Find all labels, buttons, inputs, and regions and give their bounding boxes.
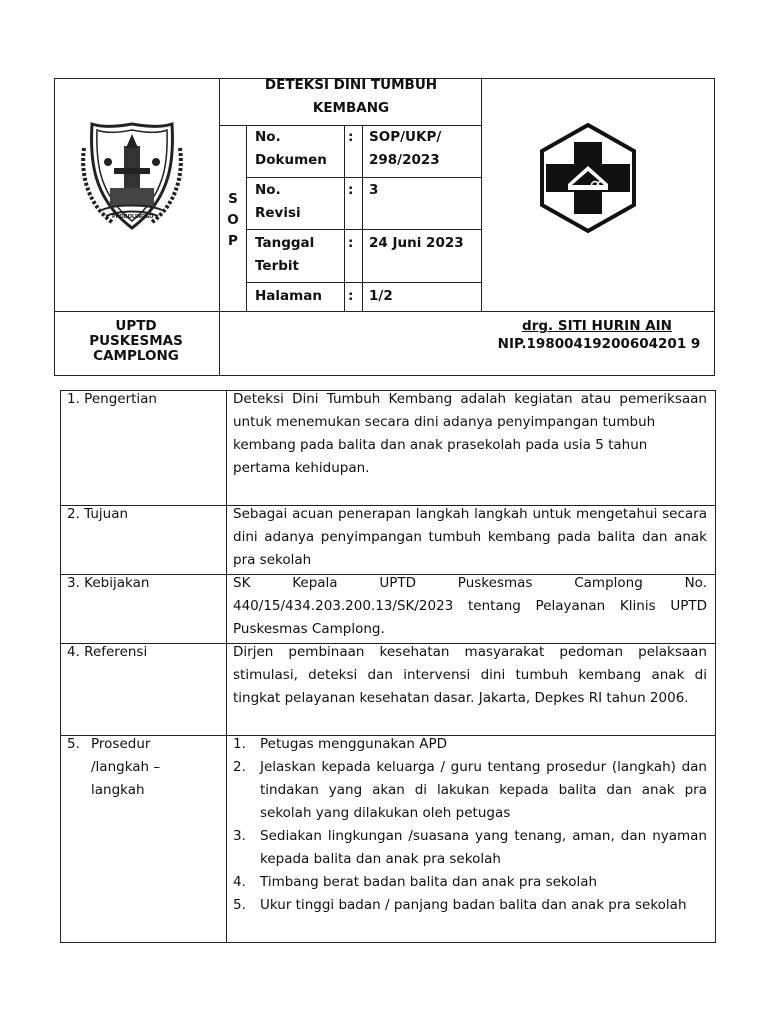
procedure-step	[233, 871, 707, 894]
revision-colon: :	[348, 182, 354, 198]
row-content-prosedur	[233, 733, 707, 917]
issue-date-value: 24 Juni 2023	[369, 235, 464, 251]
page-label: Halaman	[255, 288, 322, 304]
signatory-name	[484, 316, 710, 336]
header-divider	[246, 229, 481, 230]
header-divider	[246, 125, 247, 312]
doc-number-value: SOP/UKP/ 298/2023	[369, 129, 442, 168]
content-divider	[226, 390, 227, 943]
row-label-pengertian: 1. Pengertian	[67, 391, 157, 407]
issue-date-label: Tanggal Terbit	[255, 235, 315, 274]
step-number: 4.	[233, 874, 246, 890]
revision-value: 3	[369, 182, 379, 198]
pengertian-text: Deteksi Dini Tumbuh Kembang adalah kegiatan atau pemeriksaan untuk menemukan secara dini adanya penyimpangan tumbuh	[233, 391, 707, 430]
signatory-name-text: drg. SITI HURIN AIN	[522, 318, 672, 334]
step-number: 5.	[233, 897, 246, 913]
regency-logo-text: PROBOLINGGO	[112, 214, 154, 220]
pengertian-text-continued: kembang pada balita dan anak prasekolah pada usia 5 tahun pertama kehidupan.	[233, 437, 648, 476]
row-label-prosedur-number: 5.	[67, 736, 80, 752]
signatory-nip: NIP.19800419200604201 9	[497, 336, 701, 352]
puskesmas-logo	[532, 122, 644, 234]
procedure-step	[233, 825, 707, 871]
doc-number-colon: :	[348, 129, 354, 145]
step-number: 2.	[233, 759, 246, 775]
document-title: DETEKSI DINI TUMBUH KEMBANG	[264, 77, 438, 116]
sop-letter: O	[227, 212, 239, 228]
sop-letter: P	[228, 233, 238, 249]
header-divider	[362, 125, 363, 312]
step-text: Jelaskan kepada keluarga / guru tentang prosedur (langkah) dan tindakan yang akan di lakukan kepada balita dan anak pra sekolah yang dilakukan oleh petugas	[260, 759, 707, 821]
header-divider	[344, 125, 345, 312]
regency-logo	[76, 118, 188, 234]
header-divider	[246, 177, 481, 178]
procedure-step	[233, 733, 707, 756]
step-number: 1.	[233, 736, 246, 752]
organization-name: UPTD PUSKESMAS CAMPLONG	[89, 318, 183, 364]
step-text: Timbang berat badan balita dan anak pra sekolah	[260, 874, 598, 890]
header-divider	[54, 311, 715, 312]
row-content-kebijakan: SK Kepala UPTD Puskesmas Camplong No. 440/15/434.203.200.13/SK/2023 tentang Pelayanan Klinis UPTD Puskesmas Camplong.	[233, 575, 707, 637]
procedure-step	[233, 756, 707, 825]
sop-label	[220, 189, 246, 252]
page-value: 1/2	[369, 288, 393, 304]
step-text: Sediakan lingkungan /suasana yang tenang, aman, dan nyaman kepada balita dan anak pra sekolah	[260, 828, 707, 867]
header-divider	[481, 78, 482, 312]
row-content-referensi: Dirjen pembinaan kesehatan masyarakat pedoman pelaksaan stimulasi, deteksi dan intervensi dini tumbuh kembang anak di tingkat pelayanan kesehatan dasar. Jakarta, Depkes RI tahun 2006.	[233, 644, 707, 706]
header-divider	[246, 282, 481, 283]
row-content-tujuan: Sebagai acuan penerapan langkah langkah untuk mengetahui secara dini adanya penyimpangan tumbuh kembang pada balita dan anak pra sekolah	[233, 506, 707, 568]
doc-number-label: No. Dokumen	[255, 129, 327, 168]
issue-date-colon: :	[348, 235, 354, 251]
row-label-referensi: 4. Referensi	[67, 644, 148, 660]
row-label-prosedur: Prosedur /langkah – langkah	[91, 736, 161, 798]
step-number: 3.	[233, 828, 246, 844]
step-text: Petugas menggunakan APD	[260, 736, 447, 752]
step-text: Ukur tinggi badan / panjang badan balita dan anak pra sekolah	[260, 897, 687, 913]
row-content-pengertian	[233, 388, 707, 480]
sop-letter: S	[228, 191, 238, 207]
page-colon: :	[348, 288, 354, 304]
row-label-tujuan: 2. Tujuan	[67, 506, 129, 522]
procedure-steps	[233, 733, 707, 917]
row-label-kebijakan: 3. Kebijakan	[67, 575, 150, 591]
revision-label: No. Revisi	[255, 182, 301, 221]
procedure-step	[233, 894, 707, 917]
